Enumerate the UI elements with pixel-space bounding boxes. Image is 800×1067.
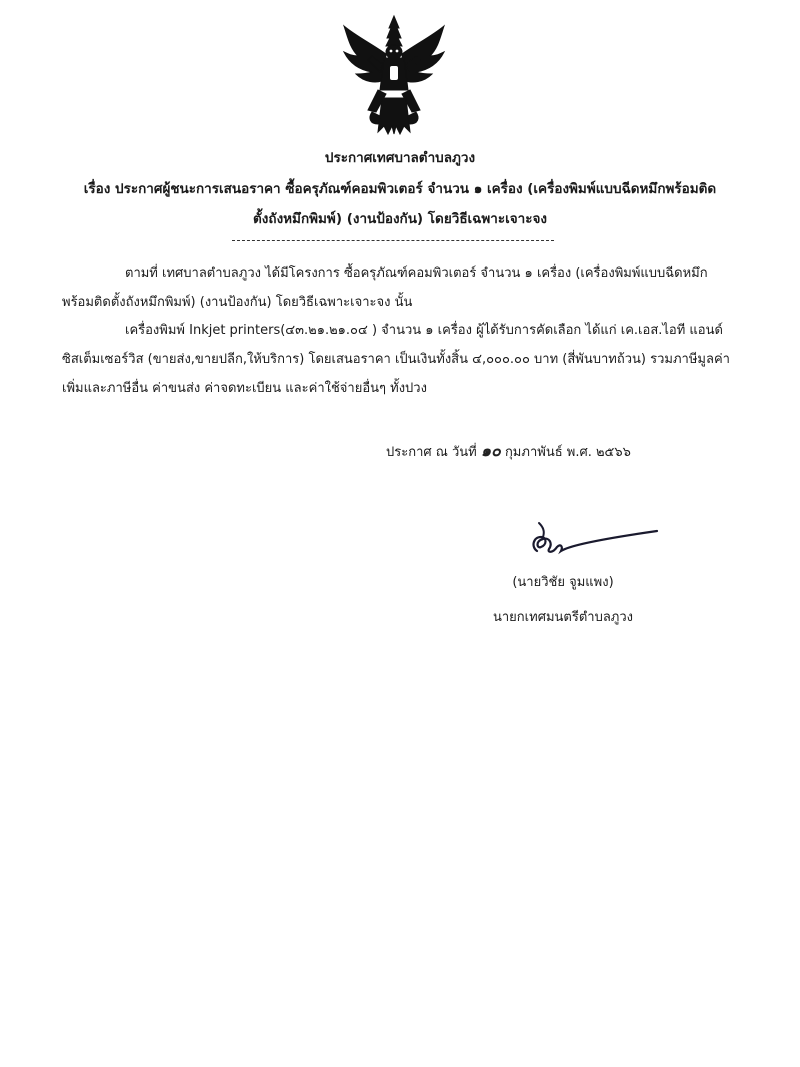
date-suffix: กุมภาพันธ์ พ.ศ. ๒๕๖๖	[504, 445, 631, 460]
subject-line-2: ตั้งถังหมึกพิมพ์) (งานป้องกัน) โดยวิธีเฉพาะเจาะจง	[253, 211, 547, 227]
announcement-date	[386, 439, 631, 464]
date-day: ๑๐	[480, 441, 501, 460]
handwritten-signature-icon	[527, 517, 667, 565]
signer-name: (นายวิชัย จูมแพง)	[512, 575, 614, 590]
garuda-emblem-icon	[338, 14, 450, 136]
body-paragraph-1: ตามที่ เทศบาลตำบลภูวง ได้มีโครงการ ซื้อครุภัณฑ์คอมพิวเตอร์ จำนวน ๑ เครื่อง (เครื่องพิมพ์แบบฉีดหมึกพร้อมติดตั้งถังหมึกพิมพ์) (งานป้องกัน) โดยวิธีเฉพาะเจาะจง นั้น	[62, 266, 708, 310]
issuing-organization: ประกาศเทศบาลตำบลภูวง	[324, 150, 476, 166]
date-prefix: ประกาศ ณ วันที่	[386, 445, 477, 460]
subject-line-1: เรื่อง ประกาศผู้ชนะการเสนอราคา ซื้อครุภัณฑ์คอมพิวเตอร์ จำนวน ๑ เครื่อง (เครื่องพิมพ์แบบฉีดหมึกพร้อมติด	[83, 181, 717, 197]
announcement-subject	[62, 174, 738, 234]
divider-line	[232, 240, 554, 241]
signer-title: นายกเทศมนตรีตำบลภูวง	[493, 610, 633, 625]
body-paragraph-2: เครื่องพิมพ์ Inkjet printers(๔๓.๒๑.๒๑.๐๔ ) จำนวน ๑ เครื่อง ผู้ได้รับการคัดเลือก ได้แก่ เค.เอส.ไอที แอนด์ซิสเต็มเซอร์วิส (ขายส่ง,ขายปลีก,ให้บริการ) โดยเสนอราคา เป็นเงินทั้งสิ้น ๔,๐๐๐.๐๐ บาท (สี่พันบาทถ้วน) รวมภาษีมูลค่าเพิ่มและภาษีอื่น ค่าขนส่ง ค่าจดทะเบียน และค่าใช้จ่ายอื่นๆ ทั้งปวง	[62, 323, 730, 396]
